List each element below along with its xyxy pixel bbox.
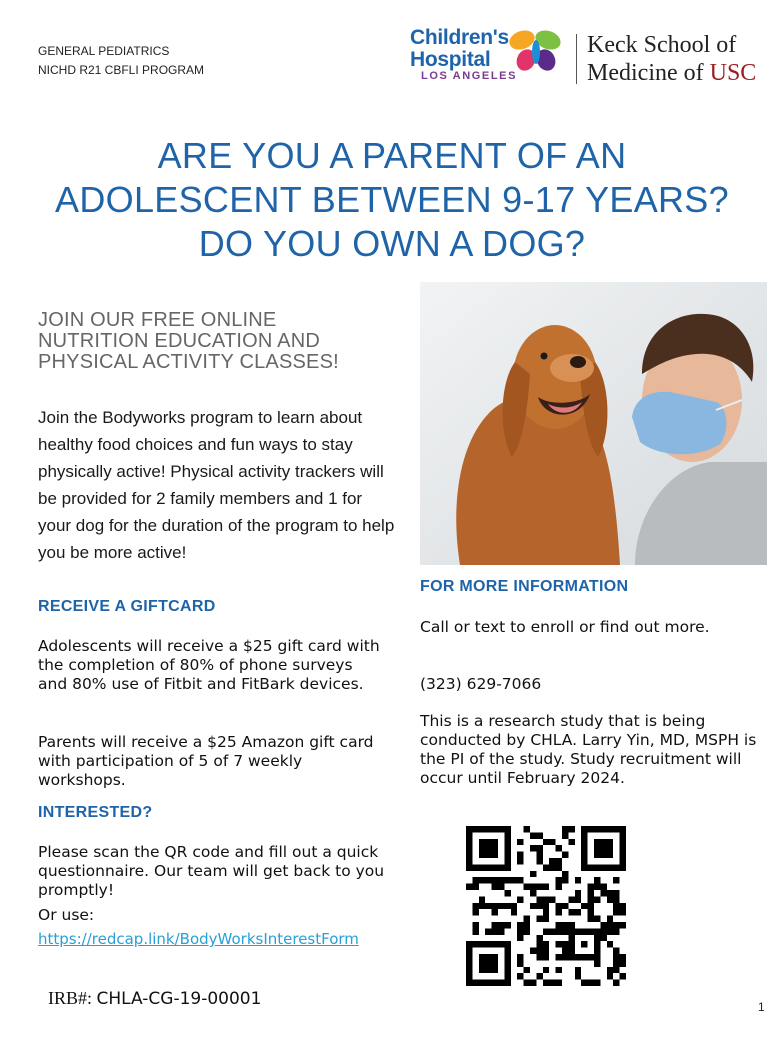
phone-number: (323) 629-7066	[420, 675, 542, 693]
butterfly-icon	[506, 26, 566, 78]
headline-line2: ADOLESCENT BETWEEN 9-17 YEARS?	[55, 179, 729, 220]
chla-logo-line3: LOS ANGELES	[421, 70, 518, 82]
giftcard-heading: RECEIVE A GIFTCARD	[38, 598, 216, 615]
study-description: This is a research study that is being conducted by CHLA. Larry Yin, MD, MSPH is the PI of the study. Study recruitment will occur until February 2024.	[420, 712, 757, 787]
headline-line3: DO YOU OWN A DOG?	[198, 223, 586, 264]
keck-logo-line2	[587, 60, 756, 87]
join-heading: JOIN OUR FREE ONLINE NUTRITION EDUCATION AND PHYSICAL ACTIVITY CLASSES!	[38, 309, 339, 373]
irb-value: CHLA-CG-19-00001	[96, 989, 262, 1009]
enroll-text: Call or text to enroll or find out more.	[420, 618, 710, 636]
boy-and-dog-photo	[420, 282, 767, 565]
adolescent-giftcard-text: Adolescents will receive a $25 gift card with the completion of 80% of phone surveys and 80% use of Fitbit and FitBark devices.	[38, 637, 380, 693]
irb-label: IRB#:	[48, 988, 97, 1008]
interested-heading: INTERESTED?	[38, 804, 153, 821]
program-name: NICHD R21 CBFLI PROGRAM	[38, 63, 205, 77]
department-name: GENERAL PEDIATRICS	[38, 44, 170, 58]
headline-line1: ARE YOU A PARENT OF AN	[157, 135, 627, 176]
keck-logo-medicine: Medicine of	[587, 60, 710, 86]
parent-giftcard-text: Parents will receive a $25 Amazon gift card with participation of 5 of 7 weekly workshops.	[38, 733, 374, 789]
interested-text: Please scan the QR code and fill out a quick questionnaire. Our team will get back to you promptly!	[38, 843, 385, 899]
page-number: 1	[758, 1000, 765, 1014]
chla-logo	[410, 26, 568, 86]
logo-bar	[410, 24, 770, 88]
more-info-heading: FOR MORE INFORMATION	[420, 578, 629, 595]
interest-form-link[interactable]: https://redcap.link/BodyWorksInterestForm	[38, 930, 359, 948]
qr-code	[466, 826, 626, 986]
logo-divider	[576, 34, 577, 84]
keck-logo-usc: USC	[709, 60, 757, 86]
keck-logo-line1: Keck School of	[587, 32, 737, 58]
irb-number	[48, 988, 261, 1009]
chla-logo-line1: Children's	[410, 26, 509, 49]
program-label	[38, 42, 204, 80]
or-use-text: Or use:	[38, 906, 95, 924]
chla-logo-line2: Hospital	[410, 48, 491, 71]
program-description: Join the Bodyworks program to learn about healthy food choices and fun ways to stay physically active! Physical activity trackers will be provided for 2 family members and 1 for your dog for the duration of the program to help you be more active!	[38, 408, 395, 562]
headline	[20, 134, 764, 266]
